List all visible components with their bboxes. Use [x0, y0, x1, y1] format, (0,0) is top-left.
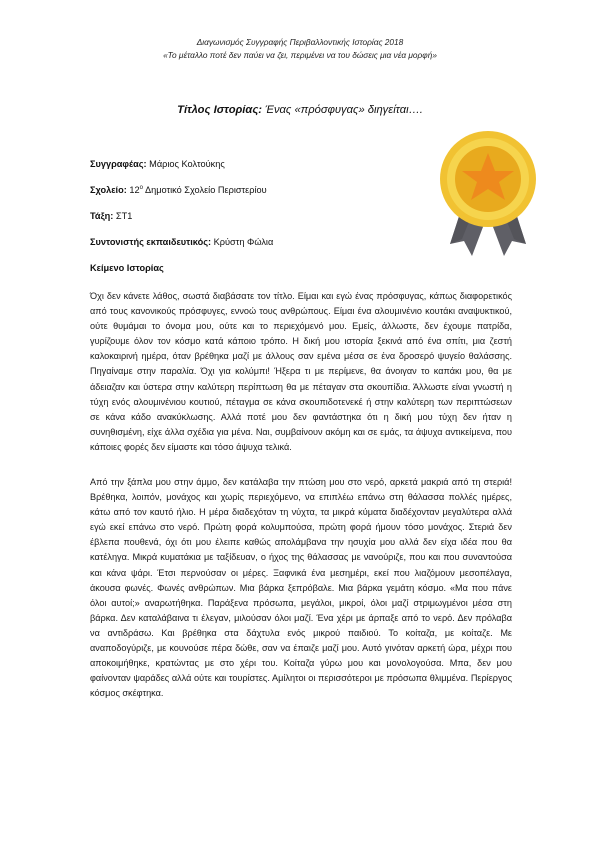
competition-motto: «Το μέταλλο ποτέ δεν παύει να ζει, περιμένει να του δώσεις μια νέα μορφή» — [163, 50, 437, 60]
story-title-text: Ένας «πρόσφυγας» διηγείται…. — [262, 104, 423, 116]
story-heading: Κείμενο Ιστορίας — [90, 263, 164, 273]
story-title — [0, 104, 600, 116]
story-title-label: Τίτλος Ιστορίας: — [177, 104, 263, 116]
author-label: Συγγραφέας: — [90, 159, 147, 169]
school-label: Σχολείο: — [90, 185, 127, 195]
class-line — [90, 211, 132, 221]
school-ordinal: ο — [139, 184, 143, 191]
school-value: Δημοτικό Σχολείο Περιστερίου — [142, 185, 267, 195]
teacher-label: Συντονιστής εκπαιδευτικός: — [90, 237, 212, 247]
story-paragraph-1: Όχι δεν κάνετε λάθος, σωστά διαβάσατε τον τίτλο. Είμαι και εγώ ένας πρόσφυγας, κάπως διαφορετικός από τους κανονικούς πρόσφυγες, εννοώ τους ανθρώπους. Είμαι ένα αλουμινένιο κουτάκι αναψυκτικού, ούτε θυμάμαι το όνομα μου, ούτε και το περιεχόμενό μου. Εμείς, άλλωστε, δεν έχουμε πατρίδα, γυρίζουμε όλον τον κόσμο κατά κάποιο τρόπο. Η δική μου ιστορία ξεκινά από ένα σπίτι, μια ζεστή καλοκαιρινή ημέρα, όταν βρέθηκα μαζί με άλλους σαν εμένα μέσα σε ένα δροσερό ψυγείο θαλάσσης. Πηγαίναμε στην παραλία. Όχι για κολύμπι! Ήξερα τι με περίμενε, θα άνοιγαν το καπάκι μου, θα με άδειαζαν και ύστερα στην καλύτερη περίπτωση θα με πέταγαν στα σκουπίδια. Άλλωστε είναι γνωστή η τύχη ενός αλουμινένιου κουτιού, πέταγμα σε κάνα σκουπιδοτενεκέ ή στην καλύτερη των περιπτώσεων σε κάνα κάδο ανακύκλωσης. Αλλά ποτέ μου δεν φαντάστηκα ότι η δική μου τύχη δεν ήταν η συνηθισμένη, είχε άλλα σχέδια για μένα. Ναι, συμβαίνουν ακόμη και σε εμάς, τα άψυχα αντικείμενα, που κάποιες φορές δεν είμαστε και τόσο άψυχα τελικά. — [90, 291, 512, 452]
teacher-line — [90, 237, 273, 247]
award-ribbon-icon — [434, 129, 542, 259]
school-line — [90, 185, 267, 195]
author-line — [90, 159, 225, 169]
school-number: 12 — [126, 185, 140, 195]
story-paragraph-2: Από την ξάπλα μου στην άμμο, δεν κατάλαβα την πτώση μου στο νερό, αρκετά μακριά από τη στεριά! Βρέθηκα, λοιπόν, μονάχος και χωρίς περιεχόμενο, να επιπλέω επάνω στη θάλασσα πολλές ημέρες, κάτω από τον καυτό ήλιο. Η μέρα διαδεχόταν τη νύχτα, τα μικρά κύματα διαδέχονταν μεγαλύτερα αλλά εγώ εκεί επάνω στο νερό. Πρώτη φορά κολυμπούσα, πρώτη φορά ήμουν τόσο μονάχος. Στεριά δεν έβλεπα πουθενά, όχι ότι μου έλειπε καθώς απολάμβανα την ησυχία μου αλλά δεν είχα ιδέα που θα κατέληγα. Μικρά κυματάκια με ταξίδευαν, ο ήχος της θάλασσας με νανούριζε, που και που συναντούσα και κάνα ψάρι. Έτσι περνούσαν οι μέρες. Ξαφνικά ένα μεσημέρι, εκεί που λιαζόμουν μεσοπέλαγα, άκουσα φωνές. Φωνές ανθρώπων. Μια βάρκα ξεπρόβαλε. Μια βάρκα γεμάτη κόσμο. «Μα που πάνε όλοι αυτοί;» αναρωτήθηκα. Παράξενα πρόσωπα, μεγάλοι, μικροί, όλοι μαζί στριμωγμένοι μέσα στη βάρκα. Δεν καταλάβαινα τι έλεγαν, μιλούσαν όλοι μαζί. Ένα χέρι με άρπαξε από το νερό. Δεν πρόλαβα να αντιδράσω. Και βρέθηκα στα δάχτυλα ενός μικρού παιδιού. Το κοίταζα, με κοίταζε. Με αναποδογύριζε, με κουνούσε πέρα δώθε, σαν να έπαιζε μαζί μου. Αυτό γινόταν αρκετή ώρα, μέχρι που αποκοιμήθηκε, κρατώντας με στο χέρι του. Κοίταζα γύρω μου και μονολογούσα. Μπα, δεν μου φαίνονταν ψαράδες αλλά ούτε και τουρίστες. Αμίλητοι οι περισσότεροι με πρόσωπα θλιμμένα. Περίεργος κόσμος σκέφτηκα. — [90, 477, 512, 699]
competition-header — [0, 36, 600, 62]
teacher-value: Κρύστη Φώλια — [211, 237, 274, 247]
class-label: Τάξη: — [90, 211, 114, 221]
class-value: ΣΤ1 — [113, 211, 133, 221]
author-value: Μάριος Κολτούκης — [146, 159, 225, 169]
competition-name: Διαγωνισμός Συγγραφής Περιβαλλοντικής Ιστορίας 2018 — [196, 37, 404, 47]
